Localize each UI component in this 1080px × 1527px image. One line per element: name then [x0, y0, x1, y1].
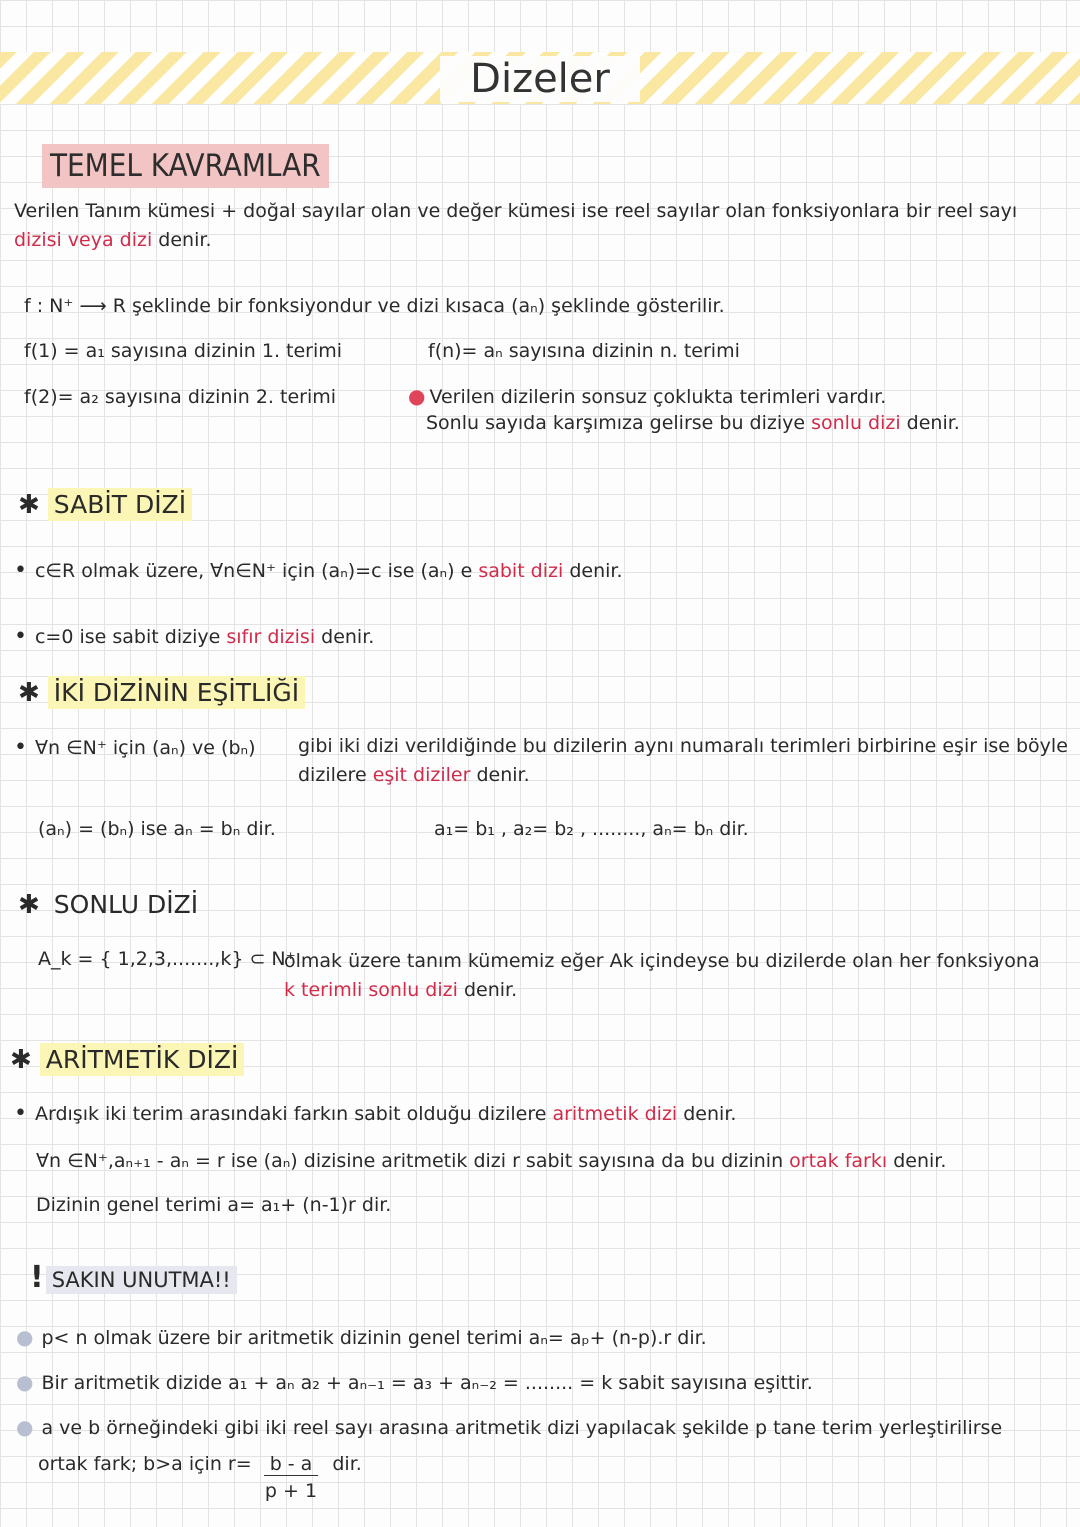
zero-text-a: c=0 ise sabit diziye: [34, 626, 227, 648]
bullet-dot-icon: •: [14, 558, 27, 583]
asterisk-icon: ✱: [10, 1045, 32, 1075]
warning-title: SAKIN UNUTMA!!: [46, 1266, 237, 1294]
sabit-text-a: c∈R olmak üzere, ∀n∈N⁺ için (aₙ)=c ise (aₙ) e: [34, 560, 479, 582]
esitlik-line-2: [298, 764, 530, 786]
bullet-dot-icon: •: [14, 624, 27, 649]
arithmetic-sequence-term: aritmetik dizi: [552, 1103, 678, 1125]
infinite-terms-line-1: [408, 384, 886, 408]
esitlik-equation-left: (aₙ) = (bₙ) ise aₙ = bₙ dir.: [38, 818, 276, 840]
esitlik-text-a: dizilere: [298, 764, 373, 786]
esitlik-condition: ∀n ∈N⁺ için (aₙ) ve (bₙ): [34, 737, 256, 759]
sonlu-set: A_k = { 1,2,3,.......,k} ⊂ N⁺: [38, 948, 296, 970]
term-2-def: f(2)= a₂ sayısına dizinin 2. terimi: [24, 386, 337, 408]
function-definition: f : N⁺ ⟶ R şeklinde bir fonksiyondur ve dizi kısaca (aₙ) şeklinde gösterilir.: [24, 295, 725, 317]
fraction-numerator: b - a: [264, 1453, 319, 1476]
warning-item-3-text: a ve b örneğindeki gibi iki reel sayı arasına aritmetik dizi yapılacak şekilde p tane terim yerleştirilirse: [41, 1417, 1003, 1439]
equal-sequences-term: eşit diziler: [372, 764, 471, 786]
zero-text-b: denir.: [315, 626, 375, 648]
zero-sequence-term: sıfır dizisi: [226, 626, 316, 648]
intro-line-2: [14, 229, 211, 251]
esitlik-equation-right: a₁= b₁ , a₂= b₂ , ........, aₙ= bₙ dir.: [434, 818, 749, 840]
esitlik-text-b: denir.: [470, 764, 530, 786]
sabit-dizi-term: sabit dizi: [478, 560, 564, 582]
aritmetik-line-1: [14, 1101, 736, 1126]
aritmetik-text-a: Ardışık iki terim arasındaki farkın sabit olduğu dizilere: [34, 1103, 553, 1125]
intro-red-term: dizisi veya dizi: [14, 229, 153, 251]
sabit-text-b: denir.: [563, 560, 623, 582]
warning-item-1-text: p< n olmak üzere bir aritmetik dizinin genel terimi aₙ= aₚ+ (n-p).r dir.: [41, 1327, 707, 1349]
warning-item-2: [16, 1370, 813, 1394]
term-1-def: f(1) = a₁ sayısına dizinin 1. terimi: [24, 340, 343, 362]
sonlu-line-2: [284, 979, 517, 1001]
page-title: Dizeler: [440, 56, 640, 102]
aritmetik-def-text: ∀n ∈N⁺,aₙ₊₁ - aₙ = r ise (aₙ) dizisine aritmetik dizi r sabit sayısına da bu dizinin: [36, 1150, 790, 1172]
warning-item-1: [16, 1325, 707, 1349]
common-difference-formula: [38, 1453, 362, 1502]
sabit-dizi-title: SABİT DİZİ: [48, 488, 192, 521]
general-term-formula: Dizinin genel terimi a= a₁+ (n-1)r dir.: [36, 1194, 392, 1216]
aritmetik-text-b: denir.: [677, 1103, 737, 1125]
bullet-dot-icon: •: [14, 1101, 27, 1126]
fraction-denominator: p + 1: [264, 1480, 318, 1502]
intro-end: denir.: [152, 229, 212, 251]
asterisk-icon: ✱: [18, 490, 40, 520]
bullet-dot-icon: ●: [16, 1415, 34, 1439]
formula-suffix: dir.: [332, 1453, 362, 1475]
heading-temel-kavramlar: TEMEL KAVRAMLAR: [42, 144, 329, 188]
warning-item-3: [16, 1415, 1002, 1439]
aritmetik-line-2: [36, 1150, 946, 1172]
heading-aritmetik-dizi: [10, 1045, 244, 1075]
asterisk-icon: ✱: [18, 890, 40, 920]
bullet-dot-icon: ●: [16, 1325, 34, 1349]
aritmetik-dizi-title: ARİTMETİK DİZİ: [40, 1043, 245, 1076]
finite-sequence-term: sonlu dizi: [811, 412, 901, 434]
infinite-terms-line-2: [426, 412, 960, 434]
sabit-line-1: [14, 558, 623, 583]
esitlik-title: İKİ DİZİNİN EŞİTLİĞİ: [48, 676, 305, 709]
sabit-line-2: [14, 624, 374, 649]
aritmetik-def-end: denir.: [887, 1150, 947, 1172]
esitlik-line-1a: [14, 735, 256, 760]
sonlu-dizi-title: SONLU DİZİ: [53, 890, 199, 919]
infinite-text-b: denir.: [900, 412, 960, 434]
sonlu-line-1: olmak üzere tanım kümemiz eğer Ak içindeyse bu dizilerde olan her fonksiyona: [284, 950, 1040, 972]
intro-line-1: Verilen Tanım kümesi + doğal sayılar olan ve değer kümesi ise reel sayılar olan fonksiyonlara bir reel sayı: [14, 200, 1018, 222]
warning-heading: [30, 1260, 237, 1295]
asterisk-icon: ✱: [18, 678, 40, 708]
heading-sonlu-dizi: [18, 890, 204, 920]
k-term-finite-sequence: k terimli sonlu dizi: [284, 979, 458, 1001]
fraction: [264, 1453, 319, 1502]
esitlik-line-1b: gibi iki dizi verildiğinde bu dizilerin aynı numaralı terimleri birbirine eşir ise böyle: [298, 735, 1068, 757]
bullet-dot-icon: •: [14, 735, 27, 760]
term-n-def: f(n)= aₙ sayısına dizinin n. terimi: [428, 340, 740, 362]
bullet-dot-icon: ●: [408, 384, 426, 408]
heading-esitlik: [18, 678, 305, 708]
infinite-terms-text: Verilen dizilerin sonsuz çoklukta terimleri vardır.: [429, 386, 887, 408]
sonlu-text-b: denir.: [457, 979, 518, 1001]
formula-prefix: ortak fark; b>a için r=: [38, 1453, 252, 1475]
exclamation-icon: !: [30, 1260, 44, 1295]
common-difference-term: ortak farkı: [789, 1150, 888, 1172]
warning-item-2-text: Bir aritmetik dizide a₁ + aₙ a₂ + aₙ₋₁ = a₃ + aₙ₋₂ = ........ = k sabit sayısına eşittir.: [41, 1372, 813, 1394]
heading-sabit-dizi: [18, 490, 192, 520]
bullet-dot-icon: ●: [16, 1370, 34, 1394]
infinite-text-a: Sonlu sayıda karşımıza gelirse bu diziye: [426, 412, 812, 434]
